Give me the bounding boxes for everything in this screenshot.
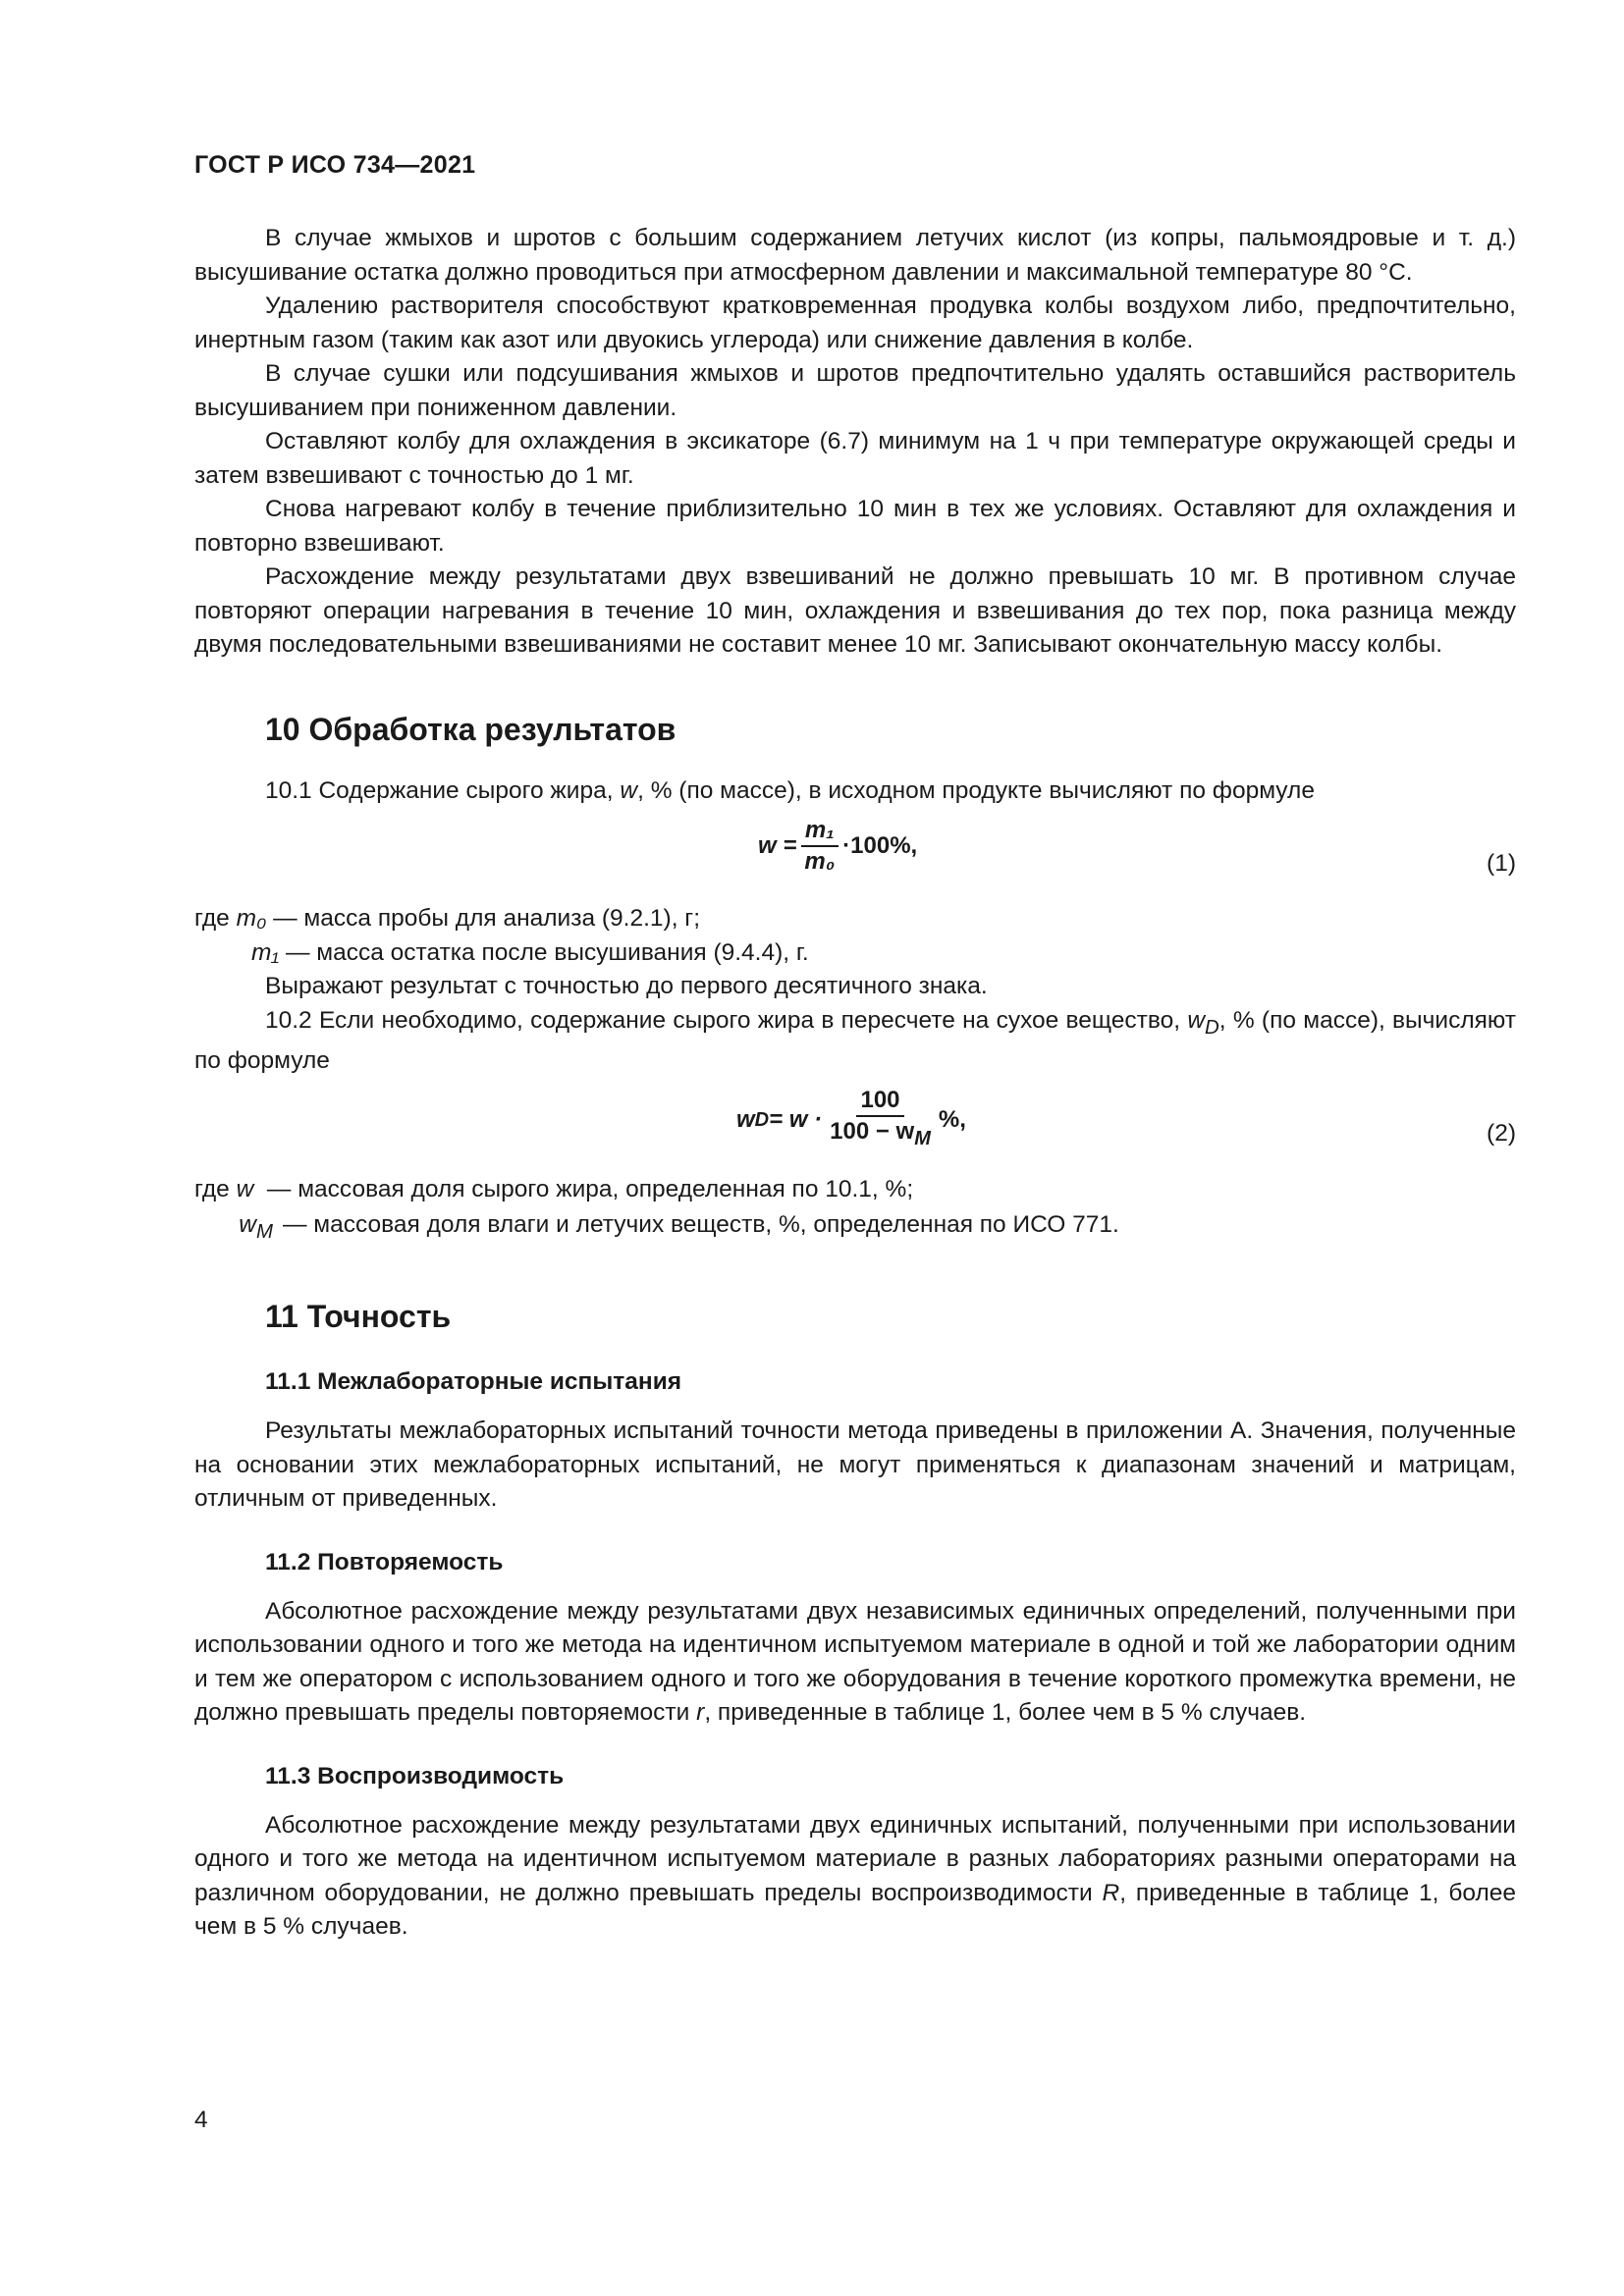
paragraph: Абсолютное расхождение между результатами двух единичных испытаний, полученными при использовании одного и того же метода на идентичном испытуемом материале в разных лабораториях разными операторами на различном оборудовании, не должно превышать пределы воспроизводимости R, приведенные в таблице 1, более чем в 5 % случаев. [194, 1811, 1516, 1941]
where-list-1: где m₀ — масса пробы для анализа (9.2.1), г; m₁ — масса остатка после высушивания (9.4.4), г. [194, 905, 809, 966]
equation-2 [194, 1078, 1516, 1172]
paragraph: Снова нагревают колбу в течение приблизительно 10 мин в тех же условиях. Оставляют для охлаждения и повторно взвешивают. [194, 496, 1516, 557]
equation-1 [194, 808, 1516, 902]
paragraph: В случае сушки или подсушивания жмыхов и шротов предпочтительно удалять оставшийся растворитель высушиванием при пониженном давлении. [194, 360, 1516, 421]
section-11-2-title: 11.2 Повторяемость [265, 1548, 504, 1575]
section-11-3-title: 11.3 Воспроизводимость [265, 1762, 565, 1789]
paragraph: Удалению растворителя способствуют кратковременная продувка колбы воздухом либо, предпочтительно, инертным газом (таким как азот или двуокись углерода) или снижение давления в колбе. [194, 293, 1516, 353]
page-number: 4 [194, 2107, 208, 2133]
paragraph-10-1: 10.1 Содержание сырого жира, w, % (по массе), в исходном продукте вычисляют по формуле [265, 776, 1315, 804]
document-code-header: ГОСТ Р ИСО 734—2021 [194, 151, 476, 179]
equation-number: (2) [1487, 1120, 1516, 1148]
formula-2: w D = w · $\frac{100}{100 - w_M}$ %, [736, 1086, 966, 1153]
equation-number: (1) [1487, 850, 1516, 877]
paragraph: Оставляют колбу для охлаждения в эксикаторе (6.7) минимум на 1 ч при температуре окружающей среды и затем взвешивают с точностью до 1 мг. [194, 428, 1516, 489]
section-10-title: 10 Обработка результатов [265, 711, 677, 747]
fraction: $\frac{\text{m₁}}{\text{m₀}}$ [800, 816, 839, 877]
paragraph: Абсолютное расхождение между результатами двух независимых единичных определений, полученными при использовании одного и того же метода на идентичном испытуемом материале в одной и той же лаборатории одним и тем же оператором с использованием одного и того же оборудования в течение короткого промежутка времени, не должно превышать пределы повторяемости r, приведенные в таблице 1, более чем в 5 % случаев. [194, 1597, 1516, 1727]
where-list-2: где w — массовая доля сырого жира, определенная по 10.1, %; $w_M$ — массовая доля влаги и летучих веществ, %, определенная по ИСО 771. [194, 1176, 1119, 1244]
paragraph: В случае жмыхов и шротов с большим содержанием летучих кислот (из копры, пальмоядровые и т. д.) высушивание остатка должно проводиться при атмосферном давлении и максимальной температуре 80 °С. [194, 225, 1516, 286]
paragraph: Расхождение между результатами двух взвешиваний не должно превышать 10 мг. В противном случае повторяют операции нагревания в течение 10 мин, охлаждения и взвешивания до тех пор, пока разница между двумя последовательными взвешиваниями не составит менее 10 мг. Записывают окончательную массу колбы. [194, 563, 1516, 658]
paragraph-10-2: 10.2 Если необходимо, содержание сырого жира в пересчете на сухое вещество, $w_D$, % (по массе), вычисляют по формуле [194, 1006, 1516, 1074]
paragraph: Результаты межлабораторных испытаний точности метода приведены в приложении А. Значения, полученные на основании этих межлабораторных испытаний, не могут применяться к диапазонам значений и матрицам, отличным от приведенных. [194, 1417, 1516, 1513]
section-11-title: 11 Точность [265, 1299, 452, 1335]
paragraph: Выражают результат с точностью до первого десятичного знака. [265, 973, 988, 999]
formula-1: w = $\frac{\text{m₁}}{\text{m₀}}$ ·100%, [758, 817, 918, 875]
page-content [194, 222, 1516, 1945]
section-11-1-title: 11.1 Межлабораторные испытания [265, 1368, 682, 1396]
fraction: $\frac{100}{100 - w_M}$ [830, 1087, 931, 1150]
